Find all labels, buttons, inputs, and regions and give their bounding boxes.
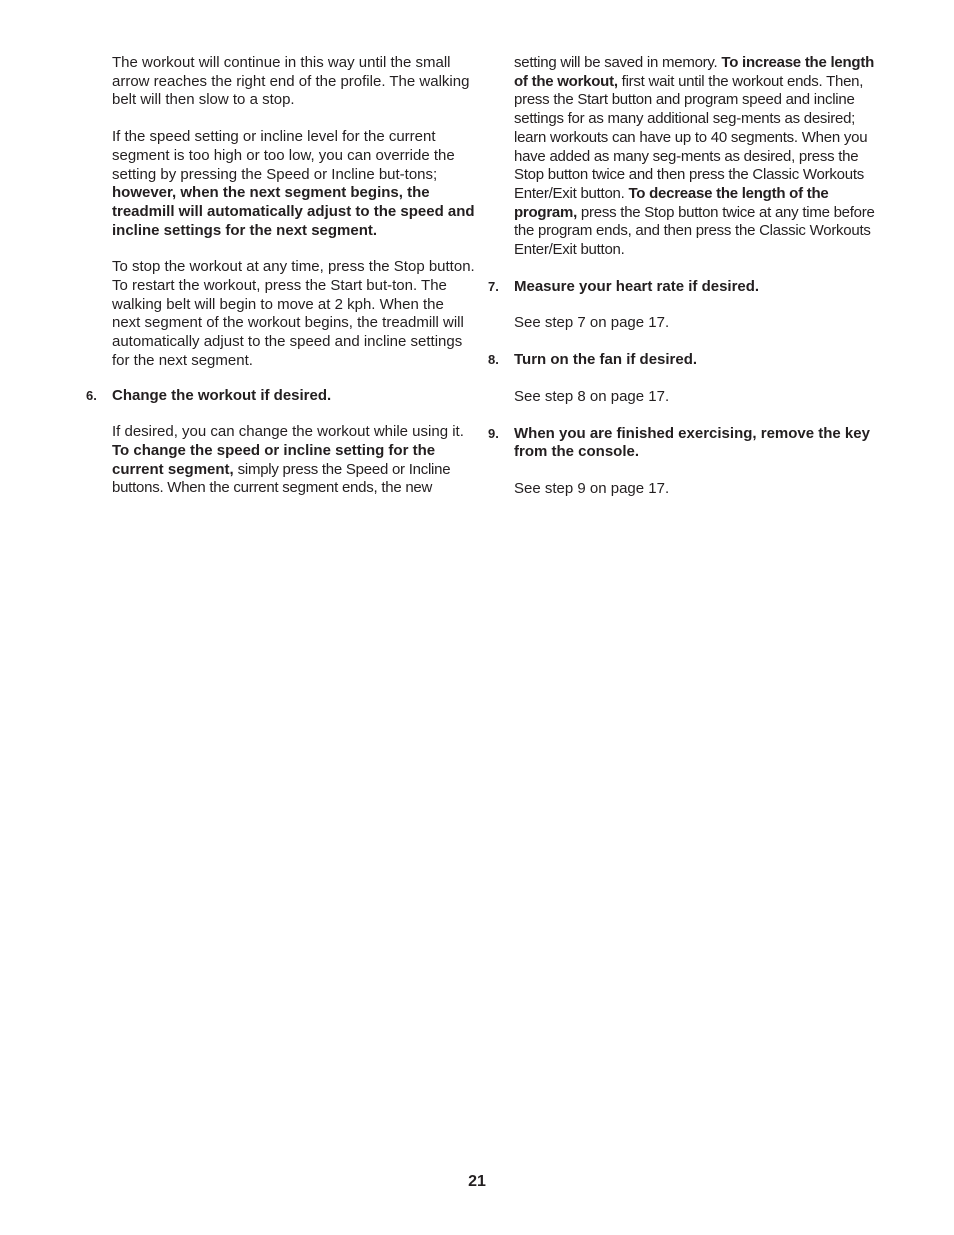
step-8-heading: [488, 351, 883, 370]
right-text-block: [488, 54, 883, 260]
step-9-text: See step 9 on page 17.: [514, 479, 670, 497]
decrease-length-text: press the Stop button twice at any time before the program ends, and then press the Classic Workouts Enter/Exit button.: [514, 203, 875, 259]
page-number: 21: [468, 1173, 486, 1190]
step-7-title: Measure your heart rate if desired.: [514, 277, 760, 295]
decrease-length-bold-text: To decrease the length of the program,: [514, 184, 829, 221]
step-6-heading: [86, 387, 476, 406]
step-8-text: See step 8 on page 17.: [514, 387, 670, 405]
change-speed-bold-text: To change the speed or incline setting for the current segment,: [112, 441, 436, 478]
step-8-number: 8.: [488, 352, 499, 368]
step-6-number: 6.: [86, 387, 97, 403]
step-8-title: Turn on the fan if desired.: [514, 351, 698, 369]
paragraph-override-setting: [112, 128, 476, 240]
paragraph-stop-workout: To stop the workout at any time, press the Stop button. To restart the workout, press the Start but-ton. The walking belt will begin to move at 2 kph. When the next segment of the workout begins, the treadmill will automatically adjust to the speed and incline settings for the next segment.: [112, 258, 475, 369]
step-6-body: [86, 423, 476, 498]
paragraph-increase-length: [514, 54, 883, 260]
step-7-number: 7.: [488, 278, 499, 294]
step-6-title: Change the workout if desired.: [112, 386, 332, 404]
paragraph-workout-continue: The workout will continue in this way until the small arrow reaches the right end of the profile. The walking belt will then slow to a stop.: [112, 54, 470, 109]
step-9-heading: [488, 425, 883, 462]
step-7-body: [488, 314, 883, 333]
left-text-block: [86, 54, 476, 371]
paragraph-change-workout: [112, 423, 476, 498]
right-column: [488, 54, 883, 499]
override-bold-text: however, when the next segment begins, the treadmill will automatically adjust to the speed and incline settings for the next segment.: [112, 184, 475, 239]
step-9-title: When you are finished exercising, remove the key from the console.: [514, 424, 870, 461]
change-workout-text-cont: simply press the Speed or Incline buttons. When the current segment ends, the new: [112, 460, 451, 497]
step-9-body: [488, 480, 883, 499]
change-workout-text: If desired, you can change the workout while using it.: [112, 423, 464, 441]
increase-length-bold-text: To increase the length of the workout,: [514, 54, 874, 90]
step-7-heading: [488, 278, 883, 297]
saved-memory-text: setting will be saved in memory.: [514, 54, 722, 71]
step-8-body: [488, 388, 883, 407]
override-text: If the speed setting or incline level for the current segment is too high or too low, you can override the setting by pressing the Speed or Incline but-tons;: [112, 128, 455, 183]
left-column: [86, 54, 476, 498]
step-7-text: See step 7 on page 17.: [514, 314, 670, 332]
step-9-number: 9.: [488, 425, 499, 441]
increase-length-text: first wait until the workout ends. Then, press the Start button and program speed and incline settings for as many additional seg-ments as desired; learn workouts can have up to 40 segments. When you have added as many seg-ments as desired, press the Stop button twice and then press the Classic Workouts Enter/Exit button.: [514, 72, 868, 202]
